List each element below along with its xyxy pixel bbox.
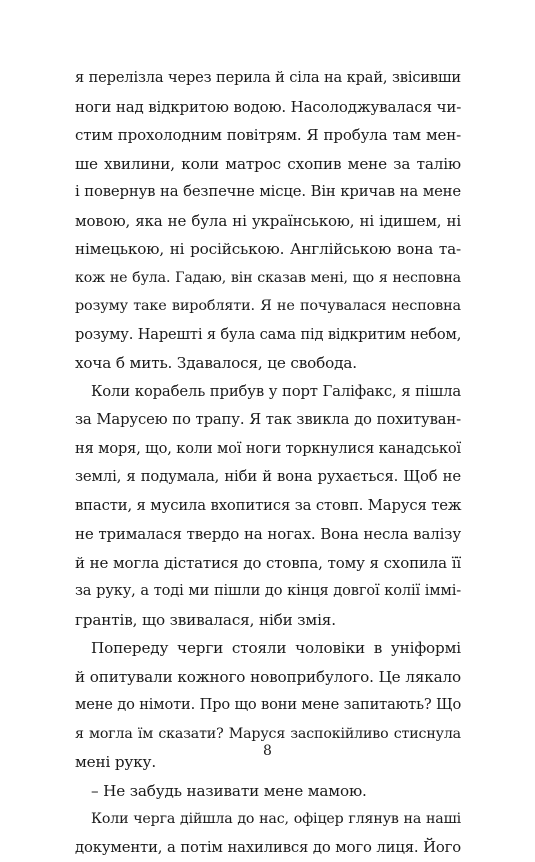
text-line: розуму таке виробляти. Я не почувалася несповна [75, 292, 461, 321]
text-line: мені руку. [75, 748, 461, 777]
text-line: за Марусею по трапу. Я так звикла до похитуван- [75, 406, 461, 435]
text-line: мовою, яка не була ні українською, ні ідишем, ні [75, 207, 461, 236]
text-line: хоча б мить. Здавалося, це свобода. [75, 349, 461, 378]
text-line: Коли корабель прибув у порт Галіфакс, я пішла [75, 378, 461, 407]
text-line: й не могла дістатися до стовпа, тому я схопила її [75, 549, 461, 578]
text-line: я могла їм сказати? Маруся заспокійливо стиснула [75, 720, 461, 749]
text-line: грантів, що звивалася, ніби змія. [75, 606, 461, 635]
text-line: стим прохолодним повітрям. Я пробула там мен- [75, 121, 461, 150]
text-line: – Не забудь називати мене мамою. [75, 777, 461, 806]
text-line: землі, я подумала, ніби й вона рухається. Щоб не [75, 463, 461, 492]
page-number: 8 [0, 741, 535, 761]
text-line: мене до німоти. Про що вони мене запитають? Що [75, 691, 461, 720]
text-line: і повернув на безпечне місце. Він кричав на мене [75, 178, 461, 207]
text-line: німецькою, ні російською. Англійською вона та- [75, 235, 461, 264]
text-line: Попереду черги стояли чоловіки в уніформі [75, 634, 461, 663]
text-line: Коли черга дійшла до нас, офіцер глянув на наші [75, 805, 461, 834]
text-line: не трималася твердо на ногах. Вона несла валізу [75, 520, 461, 549]
text-line: за руку, а тоді ми пішли до кінця довгої колії іммі- [75, 577, 461, 606]
text-line: кож не була. Гадаю, він сказав мені, що я несповна [75, 264, 461, 293]
text-line: я перелізла через перила й сіла на край, звісивши [75, 64, 461, 93]
text-line: документи, а потім нахилився до мого лиця. Його [75, 834, 461, 862]
text-line: ноги над відкритою водою. Насолоджувалася чи- [75, 93, 461, 122]
text-line: розуму. Нарешті я була сама під відкритим небом, [75, 321, 461, 350]
text-line: ня моря, що, коли мої ноги торкнулися канадської [75, 435, 461, 464]
text-line: впасти, я мусила вхопитися за стовп. Маруся теж [75, 492, 461, 521]
text-line: ше хвилини, коли матрос схопив мене за талію [75, 150, 461, 179]
text-line: й опитували кожного новоприбулого. Це лякало [75, 663, 461, 692]
